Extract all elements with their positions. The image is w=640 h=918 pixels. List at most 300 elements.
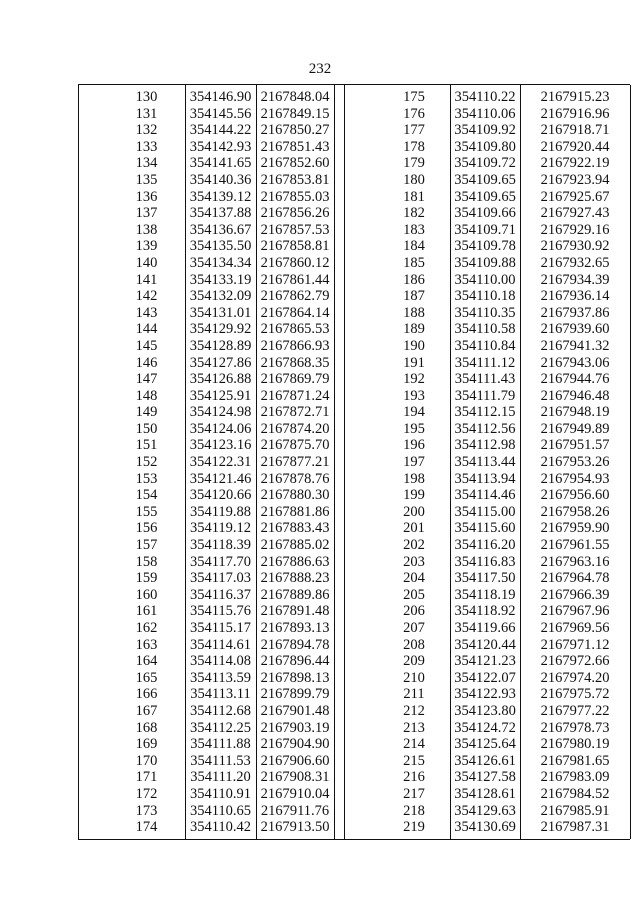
left-point-number: 151	[135, 437, 158, 454]
left-point-number: 163	[135, 636, 158, 653]
right-x-coordinate: 354110.18	[454, 288, 516, 305]
right-x-coordinate: 354110.06	[454, 105, 516, 122]
right-x-coordinate: 354111.79	[454, 387, 516, 404]
right-point-number: 195	[403, 420, 425, 437]
right-point-number: 190	[403, 337, 425, 354]
right-y-coordinate: 2167975.72	[540, 686, 610, 703]
table-body	[78, 89, 630, 836]
left-x-coordinate: 354115.76	[189, 603, 252, 620]
right-x-coordinate: 354109.80	[454, 138, 516, 155]
right-y-coordinate: 2167974.20	[540, 669, 610, 686]
right-x-coordinate: 354113.44	[454, 454, 516, 471]
right-x-coordinate: 354109.66	[454, 205, 516, 222]
right-point-number: 177	[403, 122, 425, 139]
right-point-number: 176	[403, 105, 425, 122]
left-y-coordinate: 2167910.04	[260, 785, 330, 802]
left-point-number: 135	[135, 171, 158, 188]
left-y-coordinate: 2167858.81	[260, 238, 330, 255]
right-y-coordinate: 2167959.90	[540, 520, 610, 537]
left-x-coordinate: 354146.90	[189, 89, 252, 105]
left-point-number: 146	[135, 354, 158, 371]
right-point-number: 185	[403, 254, 425, 271]
left-x-coordinate: 354122.31	[189, 454, 252, 471]
table-row	[78, 786, 630, 803]
left-x-coordinate: 354141.65	[189, 155, 252, 172]
right-y-coordinate: 2167927.43	[540, 205, 610, 222]
left-x-coordinate: 354119.12	[189, 520, 252, 537]
right-x-coordinate: 354109.65	[454, 171, 516, 188]
left-x-coordinate: 354117.70	[189, 553, 252, 570]
left-y-coordinate: 2167891.48	[260, 603, 330, 620]
right-y-coordinate: 2167922.19	[540, 155, 610, 172]
left-point-number: 144	[135, 321, 158, 338]
table-row	[78, 686, 630, 703]
right-y-coordinate: 2167953.26	[540, 454, 610, 471]
right-point-number: 203	[403, 553, 425, 570]
right-y-coordinate: 2167987.31	[540, 819, 610, 836]
right-x-coordinate: 354110.22	[454, 89, 516, 105]
left-x-coordinate: 354113.11	[190, 686, 251, 703]
left-point-number: 169	[135, 736, 158, 753]
right-y-coordinate: 2167937.86	[540, 304, 610, 321]
left-y-coordinate: 2167875.70	[260, 437, 330, 454]
right-y-coordinate: 2167967.96	[540, 603, 610, 620]
left-x-coordinate: 354133.19	[189, 271, 252, 288]
left-point-number: 134	[135, 155, 158, 172]
left-y-coordinate: 2167849.15	[260, 105, 330, 122]
table-row	[78, 139, 630, 156]
left-x-coordinate: 354110.42	[189, 819, 252, 836]
left-x-coordinate: 354110.65	[189, 802, 252, 819]
right-y-coordinate: 2167964.78	[540, 570, 610, 587]
left-x-coordinate: 354117.03	[189, 570, 252, 587]
left-x-coordinate: 354145.56	[189, 105, 252, 122]
left-point-number: 152	[135, 454, 158, 471]
right-x-coordinate: 354111.43	[454, 371, 516, 388]
left-point-number: 136	[135, 188, 158, 205]
left-x-coordinate: 354124.98	[189, 404, 252, 421]
left-x-coordinate: 354114.08	[189, 653, 252, 670]
left-y-coordinate: 2167906.60	[260, 752, 330, 769]
right-point-number: 193	[403, 387, 425, 404]
table-row	[78, 454, 630, 471]
right-y-coordinate: 2167981.65	[540, 752, 610, 769]
right-x-coordinate: 354112.56	[454, 420, 516, 437]
right-y-coordinate: 2167956.60	[540, 487, 610, 504]
table-row	[78, 620, 630, 637]
right-x-coordinate: 354116.20	[454, 537, 516, 554]
right-x-coordinate: 354116.83	[454, 553, 516, 570]
table-row	[78, 421, 630, 438]
right-point-number: 218	[403, 802, 425, 819]
left-point-number: 165	[135, 669, 158, 686]
table-row	[78, 603, 630, 620]
left-point-number: 166	[135, 686, 158, 703]
right-x-coordinate: 354117.50	[454, 570, 516, 587]
left-x-coordinate: 354135.50	[189, 238, 252, 255]
right-point-number: 197	[403, 454, 425, 471]
left-y-coordinate: 2167848.04	[260, 89, 330, 105]
left-y-coordinate: 2167911.76	[260, 802, 330, 819]
right-x-coordinate: 354123.80	[454, 702, 516, 719]
right-point-number: 216	[403, 769, 425, 786]
right-y-coordinate: 2167941.32	[540, 337, 610, 354]
right-point-number: 214	[403, 736, 425, 753]
right-point-number: 208	[403, 636, 425, 653]
right-x-coordinate: 354109.92	[454, 122, 516, 139]
right-x-coordinate: 354125.64	[454, 736, 516, 753]
right-point-number: 207	[403, 620, 425, 636]
left-point-number: 141	[135, 271, 158, 288]
left-point-number: 147	[135, 371, 158, 388]
table-row	[78, 803, 630, 820]
left-x-coordinate: 354124.06	[189, 420, 252, 437]
right-y-coordinate: 2167984.52	[540, 785, 610, 802]
right-point-number: 183	[403, 221, 425, 238]
right-y-coordinate: 2167977.22	[540, 702, 610, 719]
left-y-coordinate: 2167903.19	[260, 719, 330, 736]
right-y-coordinate: 2167958.26	[540, 503, 610, 520]
left-y-coordinate: 2167871.24	[260, 387, 330, 404]
left-point-number: 171	[135, 769, 158, 786]
left-point-number: 149	[135, 404, 158, 421]
right-point-number: 186	[403, 271, 425, 288]
table-row	[78, 238, 630, 255]
table-row	[78, 355, 630, 372]
left-y-coordinate: 2167881.86	[260, 503, 330, 520]
right-y-coordinate: 2167944.76	[540, 371, 610, 388]
right-y-coordinate: 2167972.66	[540, 653, 610, 670]
right-x-coordinate: 354110.84	[454, 337, 516, 354]
left-point-number: 162	[135, 620, 158, 636]
right-point-number: 182	[403, 205, 425, 222]
right-point-number: 179	[403, 155, 425, 172]
left-y-coordinate: 2167904.90	[260, 736, 330, 753]
left-point-number: 167	[135, 702, 158, 719]
left-point-number: 164	[135, 653, 158, 670]
right-y-coordinate: 2167915.23	[540, 89, 610, 105]
right-y-coordinate: 2167951.57	[540, 437, 610, 454]
right-point-number: 202	[403, 537, 425, 554]
left-point-number: 131	[135, 105, 158, 122]
right-y-coordinate: 2167963.16	[540, 553, 610, 570]
table-row	[78, 753, 630, 770]
left-x-coordinate: 354111.20	[190, 769, 251, 786]
table-row	[78, 404, 630, 421]
table-row	[78, 321, 630, 338]
right-point-number: 180	[403, 171, 425, 188]
right-x-coordinate: 354110.00	[454, 271, 516, 288]
right-y-coordinate: 2167934.39	[540, 271, 610, 288]
left-point-number: 161	[135, 603, 158, 620]
right-y-coordinate: 2167966.39	[540, 586, 610, 603]
right-y-coordinate: 2167923.94	[540, 171, 610, 188]
right-x-coordinate: 354110.58	[454, 321, 516, 338]
table-row	[78, 554, 630, 571]
right-point-number: 189	[403, 321, 425, 338]
right-y-coordinate: 2167939.60	[540, 321, 610, 338]
left-y-coordinate: 2167880.30	[260, 487, 330, 504]
left-point-number: 150	[135, 420, 158, 437]
left-x-coordinate: 354134.34	[189, 254, 252, 271]
right-point-number: 178	[403, 138, 425, 155]
right-x-coordinate: 354120.44	[454, 636, 516, 653]
left-point-number: 132	[135, 122, 158, 139]
left-y-coordinate: 2167893.13	[260, 620, 330, 636]
right-x-coordinate: 354130.69	[454, 819, 516, 836]
right-y-coordinate: 2167954.93	[540, 470, 610, 487]
table-row	[78, 338, 630, 355]
left-x-coordinate: 354131.01	[189, 304, 252, 321]
left-x-coordinate: 354112.68	[189, 702, 252, 719]
table-row	[78, 106, 630, 123]
left-point-number: 145	[135, 337, 158, 354]
left-x-coordinate: 354139.12	[189, 188, 252, 205]
left-y-coordinate: 2167888.23	[260, 570, 330, 587]
right-x-coordinate: 354111.12	[454, 354, 516, 371]
right-y-coordinate: 2167961.55	[540, 537, 610, 554]
left-point-number: 153	[135, 470, 158, 487]
table-row	[78, 89, 630, 106]
left-point-number: 160	[135, 586, 158, 603]
left-x-coordinate: 354114.61	[189, 636, 252, 653]
table-row	[78, 305, 630, 322]
right-x-coordinate: 354109.72	[454, 155, 516, 172]
left-x-coordinate: 354140.36	[189, 171, 252, 188]
right-point-number: 198	[403, 470, 425, 487]
left-x-coordinate: 354116.37	[189, 586, 252, 603]
right-point-number: 192	[403, 371, 425, 388]
table-row	[78, 587, 630, 604]
right-x-coordinate: 354127.58	[454, 769, 516, 786]
right-y-coordinate: 2167978.73	[540, 719, 610, 736]
left-point-number: 148	[135, 387, 158, 404]
right-point-number: 201	[403, 520, 425, 537]
table-row	[78, 172, 630, 189]
right-point-number: 196	[403, 437, 425, 454]
left-x-coordinate: 354120.66	[189, 487, 252, 504]
left-point-number: 173	[135, 802, 158, 819]
table-row	[78, 222, 630, 239]
right-x-coordinate: 354122.93	[454, 686, 516, 703]
right-y-coordinate: 2167969.56	[540, 620, 610, 636]
right-y-coordinate: 2167920.44	[540, 138, 610, 155]
right-point-number: 210	[403, 669, 425, 686]
right-x-coordinate: 354112.15	[454, 404, 516, 421]
table-row	[78, 736, 630, 753]
right-point-number: 181	[403, 188, 425, 205]
left-x-coordinate: 354125.91	[189, 387, 252, 404]
left-x-coordinate: 354142.93	[189, 138, 252, 155]
table-row	[78, 819, 630, 836]
left-y-coordinate: 2167872.71	[260, 404, 330, 421]
right-x-coordinate: 354119.66	[454, 620, 516, 636]
right-x-coordinate: 354115.60	[454, 520, 516, 537]
right-y-coordinate: 2167983.09	[540, 769, 610, 786]
right-y-coordinate: 2167946.48	[540, 387, 610, 404]
left-y-coordinate: 2167865.53	[260, 321, 330, 338]
right-x-coordinate: 354113.94	[454, 470, 516, 487]
left-point-number: 157	[135, 537, 158, 554]
right-point-number: 188	[403, 304, 425, 321]
table-row	[78, 769, 630, 786]
right-point-number: 187	[403, 288, 425, 305]
right-x-coordinate: 354109.88	[454, 254, 516, 271]
left-y-coordinate: 2167901.48	[260, 702, 330, 719]
left-point-number: 154	[135, 487, 158, 504]
left-x-coordinate: 354123.16	[189, 437, 252, 454]
table-row	[78, 570, 630, 587]
table-row	[78, 670, 630, 687]
right-x-coordinate: 354115.00	[454, 503, 516, 520]
left-x-coordinate: 354110.91	[189, 785, 252, 802]
right-point-number: 194	[403, 404, 425, 421]
right-x-coordinate: 354109.78	[454, 238, 516, 255]
right-point-number: 212	[403, 702, 425, 719]
left-x-coordinate: 354111.53	[190, 752, 251, 769]
left-y-coordinate: 2167851.43	[260, 138, 330, 155]
left-x-coordinate: 354121.46	[189, 470, 252, 487]
left-point-number: 130	[135, 89, 158, 105]
left-y-coordinate: 2167896.44	[260, 653, 330, 670]
table-row	[78, 703, 630, 720]
table-row	[78, 487, 630, 504]
left-point-number: 140	[135, 254, 158, 271]
left-point-number: 168	[135, 719, 158, 736]
right-x-coordinate: 354118.92	[454, 603, 516, 620]
left-point-number: 142	[135, 288, 158, 305]
right-y-coordinate: 2167925.67	[540, 188, 610, 205]
left-y-coordinate: 2167889.86	[260, 586, 330, 603]
left-point-number: 174	[135, 819, 158, 836]
left-y-coordinate: 2167874.20	[260, 420, 330, 437]
table-row	[78, 155, 630, 172]
right-y-coordinate: 2167916.96	[540, 105, 610, 122]
left-point-number: 170	[135, 752, 158, 769]
left-y-coordinate: 2167878.76	[260, 470, 330, 487]
left-x-coordinate: 354127.86	[189, 354, 252, 371]
table-row	[78, 255, 630, 272]
left-x-coordinate: 354111.88	[190, 736, 251, 753]
left-y-coordinate: 2167877.21	[260, 454, 330, 471]
left-point-number: 159	[135, 570, 158, 587]
table-row	[78, 272, 630, 289]
right-point-number: 217	[403, 785, 425, 802]
table-row	[78, 388, 630, 405]
left-y-coordinate: 2167850.27	[260, 122, 330, 139]
left-point-number: 138	[135, 221, 158, 238]
right-point-number: 184	[403, 238, 425, 255]
right-x-coordinate: 354128.61	[454, 785, 516, 802]
left-y-coordinate: 2167856.26	[260, 205, 330, 222]
right-point-number: 200	[403, 503, 425, 520]
left-y-coordinate: 2167868.35	[260, 354, 330, 371]
right-y-coordinate: 2167930.92	[540, 238, 610, 255]
left-y-coordinate: 2167866.93	[260, 337, 330, 354]
left-point-number: 158	[135, 553, 158, 570]
right-y-coordinate: 2167949.89	[540, 420, 610, 437]
left-x-coordinate: 354113.59	[189, 669, 252, 686]
left-x-coordinate: 354115.17	[189, 620, 252, 636]
table-row	[78, 189, 630, 206]
left-point-number: 133	[135, 138, 158, 155]
table-row	[78, 720, 630, 737]
right-point-number: 219	[403, 819, 425, 836]
right-point-number: 211	[403, 686, 425, 703]
left-point-number: 155	[135, 503, 158, 520]
coordinate-table	[78, 84, 630, 840]
left-point-number: 143	[135, 304, 158, 321]
left-y-coordinate: 2167861.44	[260, 271, 330, 288]
right-point-number: 209	[403, 653, 425, 670]
table-row	[78, 504, 630, 521]
table-row	[78, 288, 630, 305]
left-y-coordinate: 2167898.13	[260, 669, 330, 686]
left-x-coordinate: 354132.09	[189, 288, 252, 305]
right-point-number: 175	[403, 89, 425, 105]
right-y-coordinate: 2167932.65	[540, 254, 610, 271]
table-row	[78, 205, 630, 222]
table-row	[78, 122, 630, 139]
left-x-coordinate: 354126.88	[189, 371, 252, 388]
left-y-coordinate: 2167913.50	[260, 819, 330, 836]
right-x-coordinate: 354109.71	[454, 221, 516, 238]
left-x-coordinate: 354128.89	[189, 337, 252, 354]
right-x-coordinate: 354118.19	[454, 586, 516, 603]
right-y-coordinate: 2167943.06	[540, 354, 610, 371]
left-y-coordinate: 2167862.79	[260, 288, 330, 305]
table-row	[78, 637, 630, 654]
left-y-coordinate: 2167864.14	[260, 304, 330, 321]
right-point-number: 215	[403, 752, 425, 769]
right-x-coordinate: 354114.46	[454, 487, 516, 504]
left-y-coordinate: 2167885.02	[260, 537, 330, 554]
right-x-coordinate: 354122.07	[454, 669, 516, 686]
left-x-coordinate: 354129.92	[189, 321, 252, 338]
table-row	[78, 371, 630, 388]
right-y-coordinate: 2167918.71	[540, 122, 610, 139]
table-row	[78, 520, 630, 537]
left-y-coordinate: 2167899.79	[260, 686, 330, 703]
left-x-coordinate: 354118.39	[189, 537, 252, 554]
left-y-coordinate: 2167853.81	[260, 171, 330, 188]
right-y-coordinate: 2167936.14	[540, 288, 610, 305]
right-x-coordinate: 354121.23	[454, 653, 516, 670]
left-point-number: 156	[135, 520, 158, 537]
right-x-coordinate: 354109.65	[454, 188, 516, 205]
left-y-coordinate: 2167852.60	[260, 155, 330, 172]
right-point-number: 204	[403, 570, 425, 587]
table-row	[78, 653, 630, 670]
left-x-coordinate: 354112.25	[189, 719, 252, 736]
right-y-coordinate: 2167929.16	[540, 221, 610, 238]
right-y-coordinate: 2167985.91	[540, 802, 610, 819]
right-y-coordinate: 2167971.12	[540, 636, 610, 653]
right-point-number: 199	[403, 487, 425, 504]
left-y-coordinate: 2167860.12	[260, 254, 330, 271]
table-row	[78, 471, 630, 488]
left-y-coordinate: 2167908.31	[260, 769, 330, 786]
left-point-number: 137	[135, 205, 158, 222]
right-point-number: 191	[403, 354, 425, 371]
left-y-coordinate: 2167894.78	[260, 636, 330, 653]
left-y-coordinate: 2167855.03	[260, 188, 330, 205]
left-point-number: 139	[135, 238, 158, 255]
right-point-number: 205	[403, 586, 425, 603]
right-y-coordinate: 2167948.19	[540, 404, 610, 421]
left-y-coordinate: 2167883.43	[260, 520, 330, 537]
page-number: 232	[308, 61, 332, 77]
